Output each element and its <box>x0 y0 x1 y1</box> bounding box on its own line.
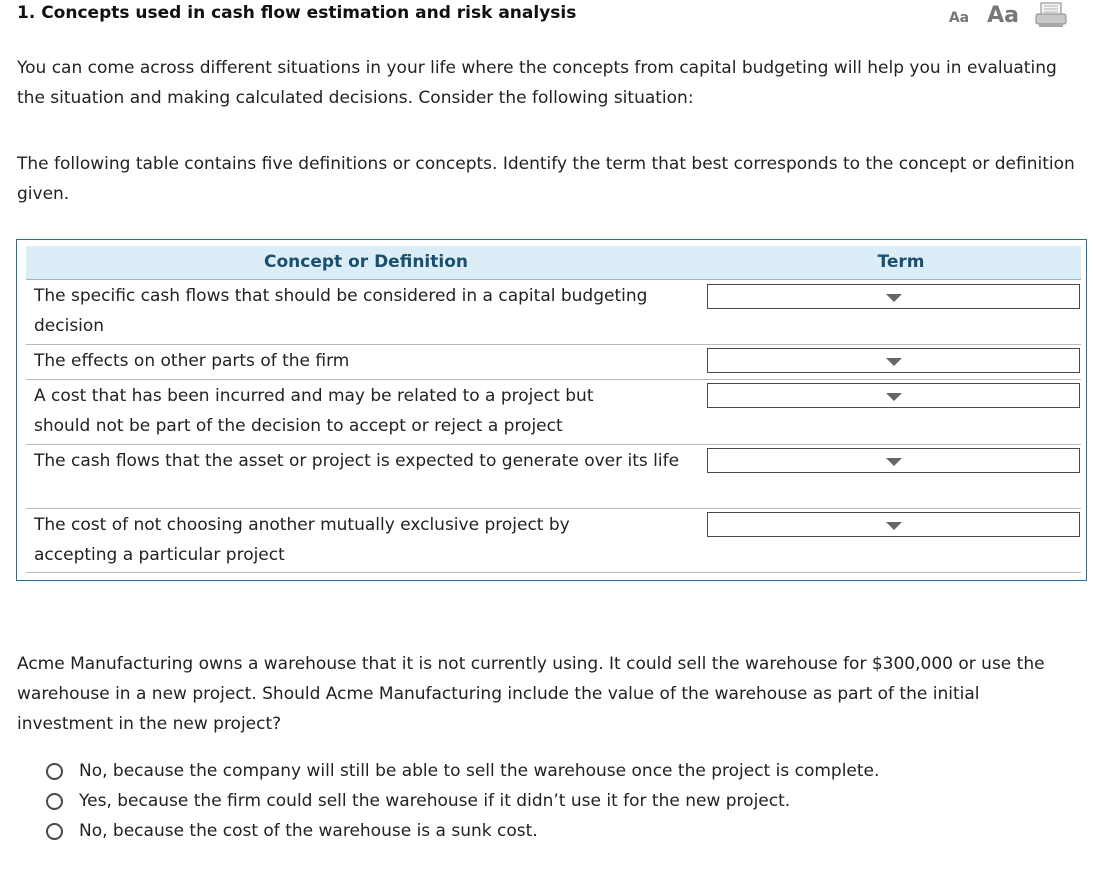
radio-button[interactable] <box>46 823 63 840</box>
term-dropdown[interactable] <box>707 383 1080 408</box>
table-row <box>26 445 1081 509</box>
term-dropdown[interactable] <box>707 448 1080 473</box>
answer-options <box>46 756 879 846</box>
concept-text: The cost of not choosing another mutually exclusive project by accepting a particular project <box>34 515 570 565</box>
question-text: Acme Manufacturing owns a warehouse that it is not currently using. It could sell the warehouse for $300,000 or use the warehouse in a new project. Should Acme Manufacturing include the value of the warehouse as part of the initial investment in the new project? <box>17 654 1045 734</box>
dropdown-arrow-icon <box>886 358 902 366</box>
answer-option[interactable] <box>46 816 879 846</box>
concept-text: The specific cash flows that should be considered in a capital budgeting decision <box>34 286 648 336</box>
increase-font-button[interactable]: Aa <box>987 3 1019 28</box>
instructions-paragraph: The following table contains five definitions or concepts. Identify the term that best corresponds to the concept or definition given. <box>17 154 1075 204</box>
intro-paragraph: You can come across different situations in your life where the concepts from capital budgeting will help you in evaluating the situation and making calculated decisions. Consider the following situation: <box>17 58 1057 108</box>
option-label: Yes, because the firm could sell the warehouse if it didn’t use it for the new project. <box>79 791 791 811</box>
dropdown-arrow-icon <box>886 522 902 530</box>
concept-term-table <box>16 239 1087 581</box>
table-row <box>26 380 1081 445</box>
table-row <box>26 509 1081 573</box>
concept-text: A cost that has been incurred and may be related to a project but should not be part of the decision to accept or reject a project <box>34 386 594 436</box>
concept-text: The effects on other parts of the firm <box>34 351 350 371</box>
answer-option[interactable] <box>46 786 879 816</box>
table-row <box>26 345 1081 380</box>
dropdown-arrow-icon <box>886 393 902 401</box>
page-title: 1. Concepts used in cash flow estimation and risk analysis <box>17 3 577 23</box>
concept-text: The cash flows that the asset or project is expected to generate over its life <box>34 451 680 471</box>
printer-icon[interactable] <box>1035 2 1067 28</box>
radio-button[interactable] <box>46 763 63 780</box>
table-header <box>26 246 1081 280</box>
answer-option[interactable] <box>46 756 879 786</box>
column-header-term: Term <box>877 252 925 272</box>
font-size-controls <box>949 2 1067 28</box>
option-label: No, because the company will still be able to sell the warehouse once the project is complete. <box>79 761 880 781</box>
term-dropdown[interactable] <box>707 512 1080 537</box>
dropdown-arrow-icon <box>886 458 902 466</box>
dropdown-arrow-icon <box>886 294 902 302</box>
column-header-concept: Concept or Definition <box>264 252 468 272</box>
table-row <box>26 280 1081 345</box>
term-dropdown[interactable] <box>707 284 1080 309</box>
term-dropdown[interactable] <box>707 348 1080 373</box>
option-label: No, because the cost of the warehouse is a sunk cost. <box>79 821 538 841</box>
radio-button[interactable] <box>46 793 63 810</box>
decrease-font-button[interactable]: Aa <box>948 10 970 26</box>
